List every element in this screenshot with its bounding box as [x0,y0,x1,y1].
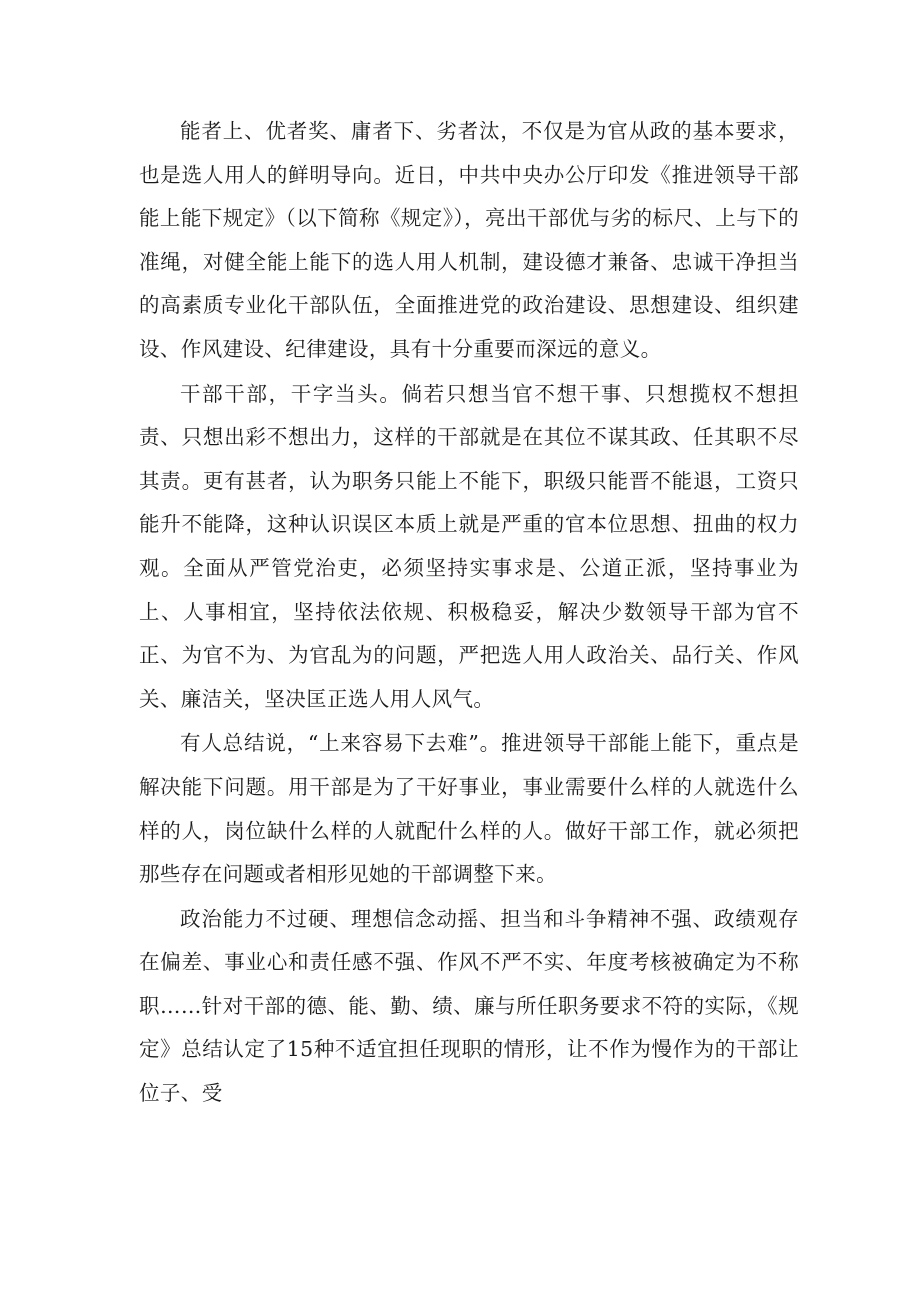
document-body [139,110,799,1116]
paragraph-2: 干部干部，干字当头。倘若只想当官不想干事、只想揽权不想担责、只想出彩不想出力，这样的干部就是在其位不谋其政、任其职不尽其责。更有甚者，认为职务只能上不能下，职级只能晋不能退，工资只能升不能降，这种认识误区本质上就是严重的官本位思想、扭曲的权力观。全面从严管党治吏，必须坚持实事求是、公道正派，坚持事业为上、人事相宜，坚持依法依规、积极稳妥，解决少数领导干部为官不正、为官不为、为官乱为的问题，严把选人用人政治关、品行关、作风关、廉洁关，坚决匡正选人用人风气。 [139,381,799,711]
paragraph-3: 有人总结说，“上来容易下去难”。推进领导干部能上能下，重点是解决能下问题。用干部是为了干好事业，事业需要什么样的人就选什么样的人，岗位缺什么样的人就配什么样的人。做好干部工作，就必须把那些存在问题或者相形见她的干部调整下来。 [139,731,799,887]
paragraph-1: 能者上、优者奖、庸者下、劣者汰，不仅是为官从政的基本要求，也是选人用人的鲜明导向。近日，中共中央办公厅印发《推进领导干部能上能下规定》（以下简称《规定》），亮出干部优与劣的标尺、上与下的准绳，对健全能上能下的选人用人机制，建设德才兼备、忠诚干净担当的高素质专业化干部队伍，全面推进党的政治建设、思想建设、组织建设、作风建设、纪律建设，具有十分重要而深远的意义。 [139,119,799,361]
paragraph-4: 政治能力不过硬、理想信念动摇、担当和斗争精神不强、政绩观存在偏差、事业心和责任感不强、作风不严不实、年度考核被确定为不称职……针对干部的德、能、勤、绩、廉与所任职务要求不符的实际，《规定》总结认定了15种不适宜担任现职的情形，让不作为慢作为的干部让位子、受 [139,906,799,1106]
